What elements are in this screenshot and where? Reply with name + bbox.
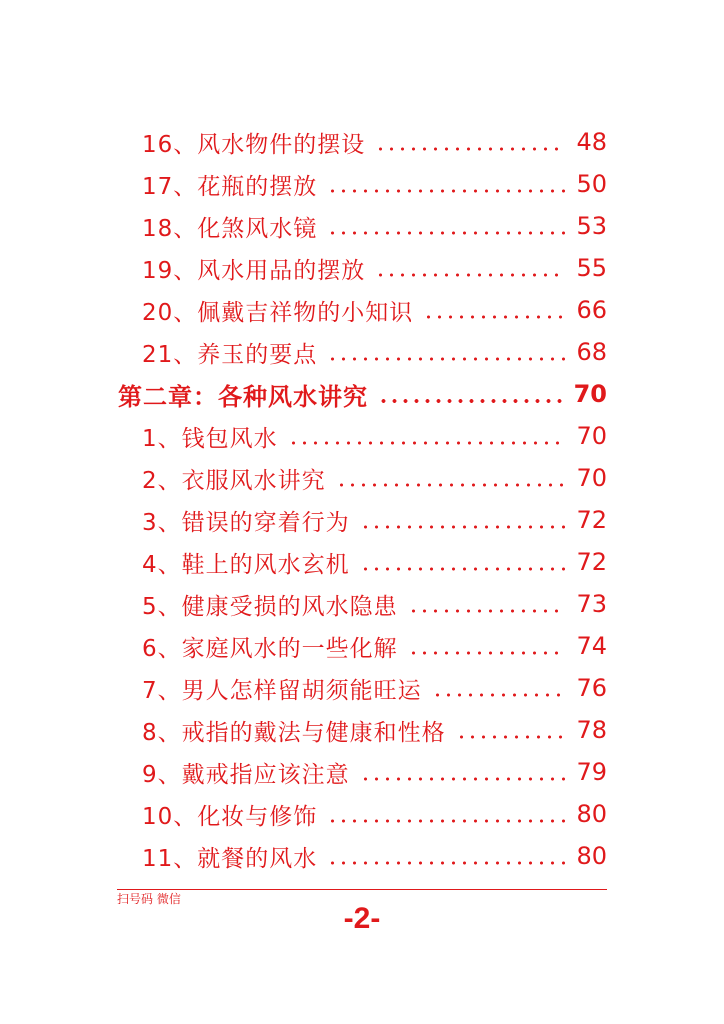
dot-leader [375, 147, 565, 151]
dot-leader [423, 315, 565, 319]
dot-leader [408, 651, 565, 655]
dot-leader [360, 567, 565, 571]
dot-leader [456, 735, 565, 739]
toc-entry[interactable] [0, 331, 724, 373]
toc-entry[interactable] [0, 457, 724, 499]
dot-leader [360, 525, 565, 529]
toc-entry-page: 53 [576, 212, 607, 240]
toc-entry[interactable] [0, 499, 724, 541]
toc-entry[interactable] [0, 541, 724, 583]
toc-entry-page: 68 [576, 338, 607, 366]
toc-entry-title: 7、男人怎样留胡须能旺运 [142, 677, 422, 704]
toc-entry-page: 78 [576, 716, 607, 744]
toc-entry-title: 21、养玉的要点 [142, 341, 318, 368]
dot-leader [375, 273, 565, 277]
toc-chapter-heading[interactable] [0, 373, 724, 415]
toc-entry-page: 70 [576, 422, 607, 450]
toc-entry-page: 76 [576, 674, 607, 702]
toc-entry[interactable] [0, 583, 724, 625]
footer-divider [117, 889, 607, 890]
toc-entry[interactable] [0, 751, 724, 793]
toc-entry-title: 11、就餐的风水 [142, 845, 318, 872]
table-of-contents [0, 121, 724, 877]
toc-entry-page: 73 [576, 590, 607, 618]
dot-leader [288, 441, 565, 445]
toc-entry[interactable] [0, 667, 724, 709]
toc-entry[interactable] [0, 121, 724, 163]
toc-entry-title: 17、花瓶的摆放 [142, 173, 318, 200]
toc-entry-page: 50 [576, 170, 607, 198]
toc-entry-page: 72 [576, 548, 607, 576]
toc-entry-page: 80 [576, 800, 607, 828]
toc-entry[interactable] [0, 793, 724, 835]
dot-leader [327, 819, 565, 823]
page-number: -2- [343, 902, 381, 935]
toc-entry-page: 55 [576, 254, 607, 282]
dot-leader [378, 399, 564, 403]
dot-leader [327, 357, 565, 361]
toc-entry-title: 4、鞋上的风水玄机 [142, 551, 350, 578]
chapter-title: 第二章：各种风水讲究 [118, 382, 368, 411]
dot-leader [360, 777, 565, 781]
toc-entry-title: 19、风水用品的摆放 [142, 257, 366, 284]
footer-text: 扫号码 微信 [117, 892, 181, 906]
toc-entry-title: 1、钱包风水 [142, 425, 278, 452]
toc-entry[interactable] [0, 625, 724, 667]
toc-entry-title: 6、家庭风水的一些化解 [142, 635, 398, 662]
toc-entry-title: 8、戒指的戴法与健康和性格 [142, 719, 446, 746]
toc-entry-title: 18、化煞风水镜 [142, 215, 318, 242]
toc-entry-title: 20、佩戴吉祥物的小知识 [142, 299, 414, 326]
toc-entry-page: 79 [576, 758, 607, 786]
toc-entry-title: 9、戴戒指应该注意 [142, 761, 350, 788]
toc-entry[interactable] [0, 415, 724, 457]
toc-entry[interactable] [0, 835, 724, 877]
dot-leader [336, 483, 565, 487]
dot-leader [408, 609, 565, 613]
toc-entry-page: 80 [576, 842, 607, 870]
toc-entry[interactable] [0, 289, 724, 331]
toc-entry-title: 10、化妆与修饰 [142, 803, 318, 830]
toc-entry-title: 16、风水物件的摆设 [142, 131, 366, 158]
dot-leader [327, 189, 565, 193]
toc-entry-page: 74 [576, 632, 607, 660]
chapter-page: 70 [573, 380, 607, 408]
toc-entry-page: 66 [576, 296, 607, 324]
footer-cut-off-text [117, 892, 317, 906]
toc-entry-title: 2、衣服风水讲究 [142, 467, 326, 494]
toc-entry[interactable] [0, 709, 724, 751]
toc-entry-page: 48 [576, 128, 607, 156]
toc-entry[interactable] [0, 247, 724, 289]
toc-entry-page: 70 [576, 464, 607, 492]
dot-leader [432, 693, 565, 697]
toc-entry-title: 5、健康受损的风水隐患 [142, 593, 398, 620]
toc-entry[interactable] [0, 163, 724, 205]
toc-entry-title: 3、错误的穿着行为 [142, 509, 350, 536]
dot-leader [327, 861, 565, 865]
toc-entry-page: 72 [576, 506, 607, 534]
toc-entry[interactable] [0, 205, 724, 247]
dot-leader [327, 231, 565, 235]
